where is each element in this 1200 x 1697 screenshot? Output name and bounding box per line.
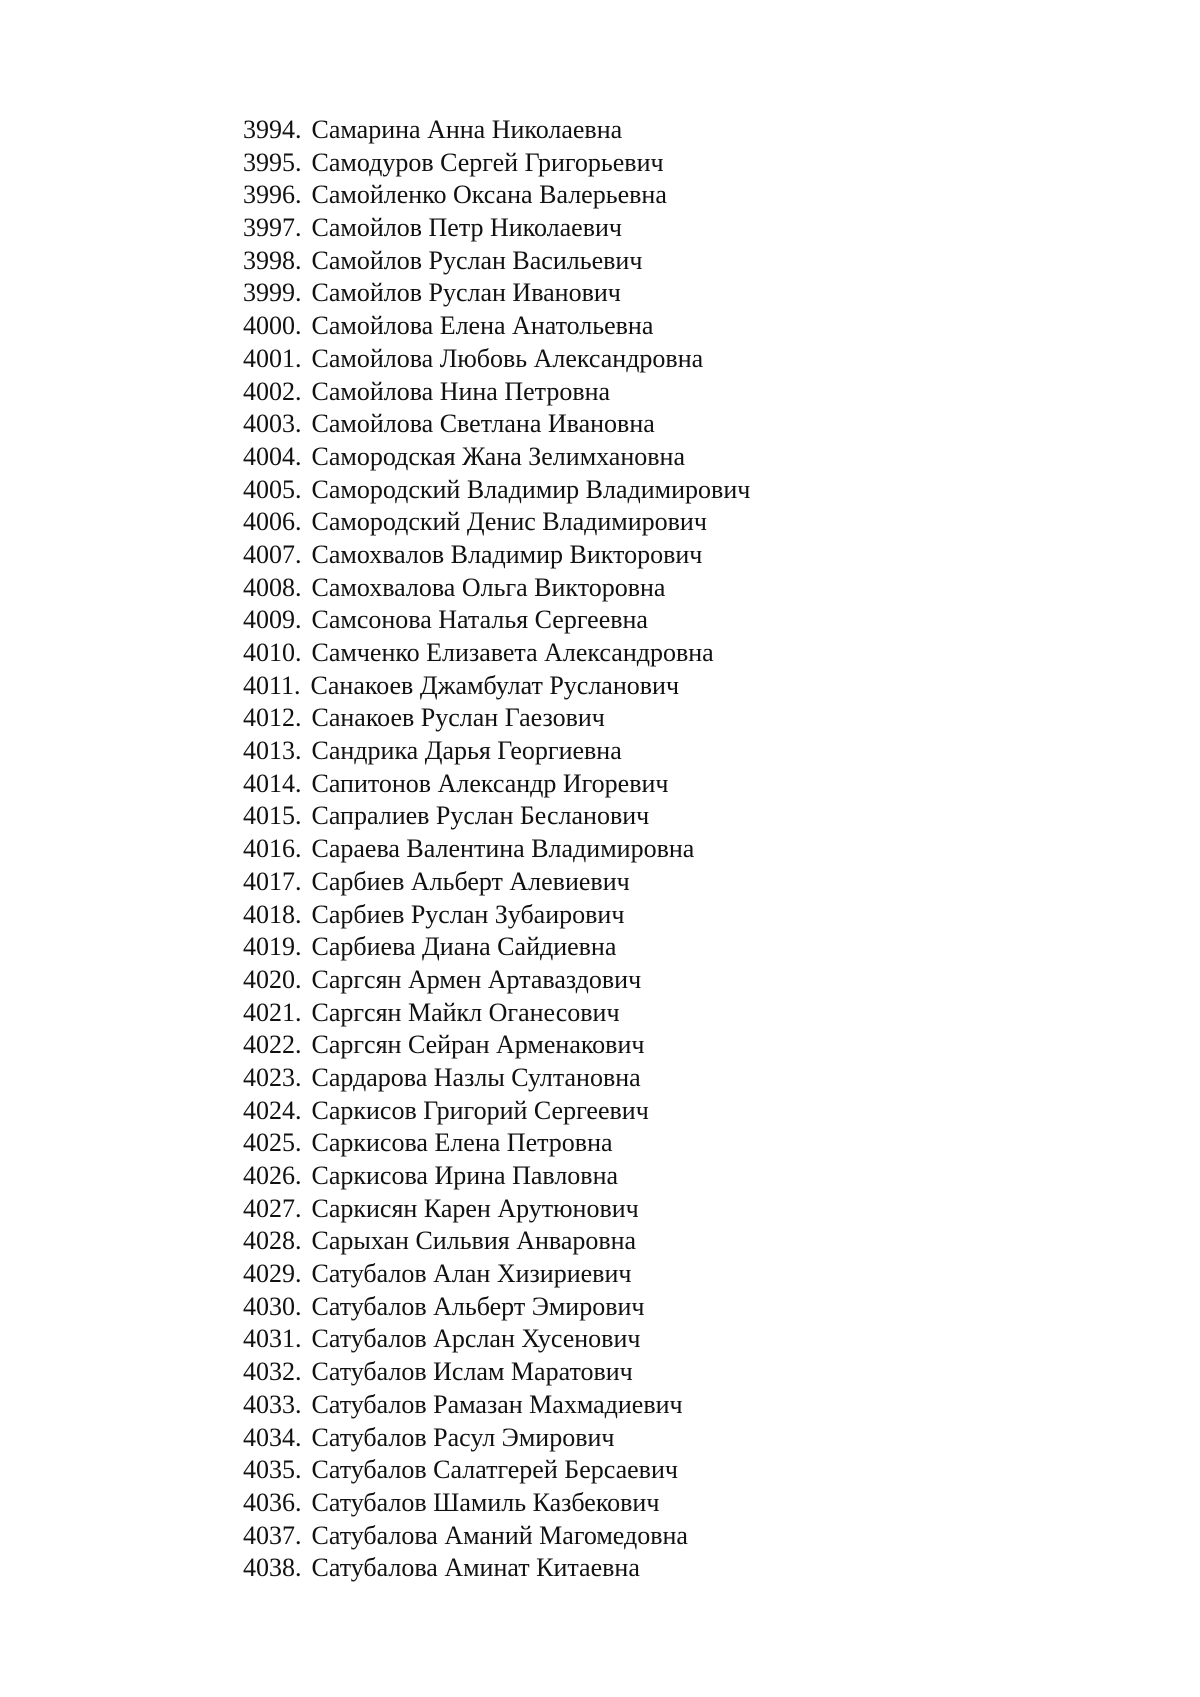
entry-number: 4031. bbox=[243, 1324, 302, 1354]
entry-name: Санакоев Руслан Гаезович bbox=[311, 703, 605, 733]
entry-number: 4023. bbox=[243, 1062, 302, 1092]
list-item bbox=[243, 1225, 750, 1258]
entry-number: 4007. bbox=[243, 539, 302, 569]
entry-name: Самченко Елизавета Александровна bbox=[311, 638, 714, 667]
entry-name: Самойлова Любовь Александровна bbox=[311, 343, 704, 373]
entry-name: Сапралиев Руслан Бесланович bbox=[311, 801, 650, 831]
entry-number: 4010. bbox=[243, 638, 302, 667]
list-item bbox=[243, 376, 750, 409]
list-item bbox=[243, 1323, 750, 1356]
entry-number: 4036. bbox=[243, 1487, 302, 1517]
entry-number: 4033. bbox=[243, 1389, 302, 1419]
list-item bbox=[243, 147, 750, 180]
list-item bbox=[243, 768, 750, 801]
entry-number: 4001. bbox=[243, 343, 302, 373]
entry-name: Самодуров Сергей Григорьевич bbox=[311, 147, 664, 177]
entry-name: Самойлова Светлана Ивановна bbox=[311, 409, 655, 439]
entry-name: Сатубалов Шамиль Казбекович bbox=[311, 1487, 660, 1517]
entry-name: Сатубалов Альберт Эмирович bbox=[311, 1291, 645, 1321]
list-item bbox=[243, 637, 750, 670]
entry-number: 3995. bbox=[243, 147, 302, 177]
list-item bbox=[243, 670, 750, 703]
entry-name: Самойлов Петр Николаевич bbox=[311, 213, 622, 243]
list-item bbox=[243, 1291, 750, 1324]
entry-number: 4014. bbox=[243, 768, 302, 798]
entry-number: 4006. bbox=[243, 507, 302, 537]
entry-number: 4037. bbox=[243, 1520, 302, 1550]
entry-name: Самородский Владимир Владимирович bbox=[311, 474, 751, 504]
entry-name: Самородский Денис Владимирович bbox=[311, 507, 707, 537]
entry-name: Саркисов Григорий Сергеевич bbox=[311, 1095, 649, 1125]
list-item bbox=[243, 277, 750, 310]
entry-name: Санакоев Джамбулат Русланович bbox=[310, 670, 680, 700]
entry-name: Сатубалов Алан Хизириевич bbox=[311, 1259, 632, 1289]
entry-name: Сатубалов Арслан Хусенович bbox=[311, 1324, 641, 1354]
list-item bbox=[243, 1095, 750, 1128]
list-item bbox=[243, 1127, 750, 1160]
entry-number: 4016. bbox=[243, 834, 302, 864]
entry-number: 4027. bbox=[243, 1193, 302, 1223]
entry-name: Саргсян Майкл Оганесович bbox=[311, 997, 620, 1027]
entry-number: 4012. bbox=[243, 703, 302, 733]
entry-name: Сатубалова Аманий Магомедовна bbox=[311, 1520, 688, 1550]
list-item bbox=[243, 899, 750, 932]
entry-number: 4008. bbox=[243, 572, 302, 602]
list-item bbox=[243, 1258, 750, 1291]
entry-name: Сарбиева Диана Сайдиевна bbox=[311, 932, 617, 962]
entry-number: 3996. bbox=[243, 180, 302, 210]
list-item bbox=[243, 1552, 750, 1585]
list-item bbox=[243, 441, 750, 474]
entry-number: 4035. bbox=[243, 1455, 302, 1485]
entry-name: Сапитонов Александр Игоревич bbox=[311, 768, 669, 798]
entry-name: Саркисова Ирина Павловна bbox=[311, 1161, 619, 1190]
entry-name: Самойленко Оксана Валерьевна bbox=[311, 180, 667, 210]
entry-number: 4026. bbox=[243, 1161, 302, 1190]
list-item bbox=[243, 866, 750, 899]
entry-name: Саркисян Карен Арутюнович bbox=[311, 1193, 639, 1223]
name-list bbox=[243, 114, 750, 1585]
entry-number: 4011. bbox=[243, 670, 301, 700]
list-item bbox=[243, 179, 750, 212]
list-item bbox=[243, 931, 750, 964]
list-item bbox=[243, 1193, 750, 1226]
entry-name: Самохвалов Владимир Викторович bbox=[311, 539, 703, 569]
list-item bbox=[243, 1422, 750, 1455]
entry-name: Сардарова Назлы Султановна bbox=[311, 1062, 641, 1092]
entry-number: 4015. bbox=[243, 801, 302, 831]
list-item bbox=[243, 212, 750, 245]
list-item bbox=[243, 833, 750, 866]
list-item bbox=[243, 572, 750, 605]
entry-name: Сатубалова Аминат Китаевна bbox=[311, 1553, 640, 1583]
entry-number: 3997. bbox=[243, 213, 302, 243]
entry-number: 4020. bbox=[243, 964, 302, 994]
entry-name: Самарина Анна Николаевна bbox=[311, 115, 623, 144]
entry-number: 4021. bbox=[243, 997, 302, 1027]
list-item bbox=[243, 539, 750, 572]
entry-name: Сараева Валентина Владимировна bbox=[311, 834, 695, 864]
list-item bbox=[243, 1487, 750, 1520]
entry-name: Самойлова Елена Анатольевна bbox=[311, 311, 654, 341]
entry-name: Саркисова Елена Петровна bbox=[311, 1128, 613, 1158]
entry-name: Самсонова Наталья Сергеевна bbox=[311, 605, 648, 635]
entry-name: Сарбиев Руслан Зубаирович bbox=[311, 899, 625, 929]
entry-number: 4004. bbox=[243, 441, 302, 471]
entry-name: Самородская Жана Зелимхановна bbox=[311, 441, 685, 471]
entry-number: 4005. bbox=[243, 474, 302, 504]
list-item bbox=[243, 506, 750, 539]
entry-number: 4013. bbox=[243, 736, 302, 766]
list-item bbox=[243, 604, 750, 637]
entry-number: 4003. bbox=[243, 409, 302, 439]
list-item bbox=[243, 1160, 750, 1193]
list-item bbox=[243, 735, 750, 768]
entry-name: Сатубалов Расул Эмирович bbox=[311, 1422, 615, 1452]
list-item bbox=[243, 1029, 750, 1062]
entry-number: 4009. bbox=[243, 605, 302, 635]
entry-name: Самохвалова Ольга Викторовна bbox=[311, 572, 666, 602]
list-item bbox=[243, 964, 750, 997]
entry-number: 3999. bbox=[243, 278, 302, 308]
entry-name: Сатубалов Рамазан Махмадиевич bbox=[311, 1389, 683, 1419]
entry-number: 4018. bbox=[243, 899, 302, 929]
list-item bbox=[243, 702, 750, 735]
entry-name: Саргсян Армен Артаваздович bbox=[311, 964, 642, 994]
entry-number: 4038. bbox=[243, 1553, 302, 1583]
entry-name: Самойлов Руслан Васильевич bbox=[311, 245, 643, 275]
entry-name: Саргсян Сейран Арменакович bbox=[311, 1030, 645, 1060]
list-item bbox=[243, 1454, 750, 1487]
list-item bbox=[243, 1520, 750, 1553]
entry-number: 4025. bbox=[243, 1128, 302, 1158]
entry-number: 4000. bbox=[243, 311, 302, 341]
list-item bbox=[243, 474, 750, 507]
list-item bbox=[243, 114, 750, 147]
entry-name: Сарбиев Альберт Алевиевич bbox=[311, 866, 630, 896]
entry-number: 4017. bbox=[243, 866, 302, 896]
entry-number: 4034. bbox=[243, 1422, 302, 1452]
entry-number: 4032. bbox=[243, 1357, 302, 1387]
list-item bbox=[243, 408, 750, 441]
entry-number: 4030. bbox=[243, 1291, 302, 1321]
list-item bbox=[243, 1389, 750, 1422]
list-item bbox=[243, 1062, 750, 1095]
entry-number: 3994. bbox=[243, 115, 302, 144]
entry-number: 4029. bbox=[243, 1259, 302, 1289]
entry-name: Сандрика Дарья Георгиевна bbox=[311, 736, 622, 766]
entry-name: Самойлова Нина Петровна bbox=[311, 376, 611, 406]
entry-name: Сарыхан Сильвия Анваровна bbox=[311, 1226, 637, 1256]
entry-name: Сатубалов Салатгерей Берсаевич bbox=[311, 1455, 678, 1485]
list-item bbox=[243, 1356, 750, 1389]
list-item bbox=[243, 343, 750, 376]
entry-number: 4024. bbox=[243, 1095, 302, 1125]
list-item bbox=[243, 245, 750, 278]
entry-number: 4019. bbox=[243, 932, 302, 962]
list-item bbox=[243, 310, 750, 343]
entry-name: Самойлов Руслан Иванович bbox=[311, 278, 621, 308]
entry-number: 4022. bbox=[243, 1030, 302, 1060]
entry-name: Сатубалов Ислам Маратович bbox=[311, 1357, 633, 1387]
entry-number: 3998. bbox=[243, 245, 302, 275]
list-item bbox=[243, 997, 750, 1030]
entry-number: 4028. bbox=[243, 1226, 302, 1256]
list-item bbox=[243, 800, 750, 833]
entry-number: 4002. bbox=[243, 376, 302, 406]
